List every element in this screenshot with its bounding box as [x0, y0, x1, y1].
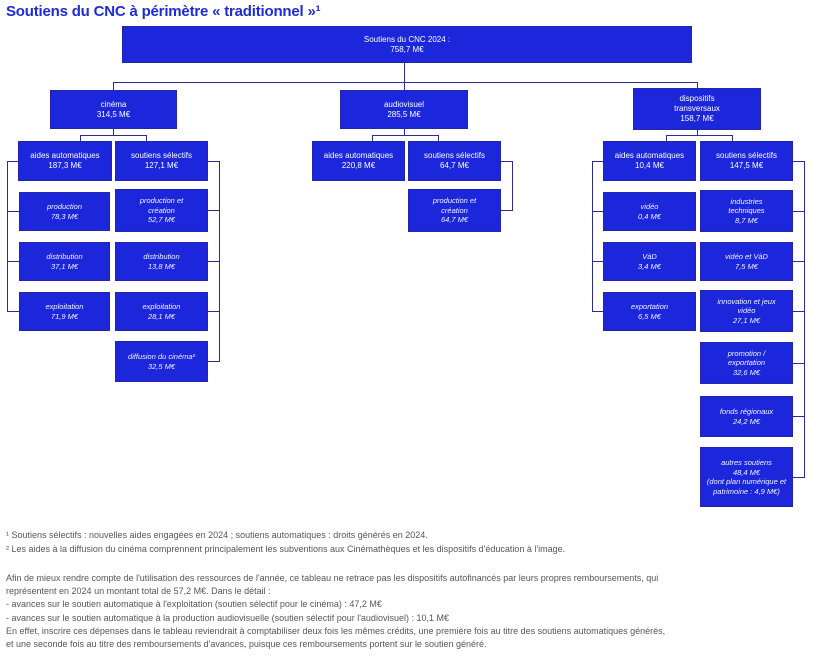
leaf-value: 0,4 M€ [638, 211, 661, 221]
connector-line [512, 161, 513, 211]
connector-line [501, 161, 513, 162]
connector-line [793, 477, 805, 478]
leaf-label: production [46, 202, 83, 211]
leaf-value: 3,4 M€ [638, 261, 661, 271]
leaf-label: innovation et jeux vidéo [717, 296, 776, 316]
footnote-1: ¹ Soutiens sélectifs : nouvelles aides engagées en 2024 ; soutiens automatiques : droits générés en 2024. [6, 530, 428, 540]
connector-line [732, 135, 733, 142]
leaf-label: autres soutiens [721, 458, 772, 467]
page-title: Soutiens du CNC à périmètre « traditionnel »¹ [6, 3, 321, 20]
leaf-label: exploitation [142, 302, 181, 311]
node-value: 147,5 M€ [729, 161, 764, 170]
leaf-transversaux-innovation [700, 290, 793, 332]
connector-line [804, 161, 805, 478]
leaf-value: 6,5 M€ [638, 311, 661, 321]
node-audiovisuel-value: 285,5 M€ [387, 109, 421, 119]
leaf-transversaux-vad [603, 242, 696, 281]
node-audiovisuel-label: audiovisuel [383, 99, 425, 109]
node-transversaux [633, 88, 761, 130]
leaf-value: 28,1 M€ [147, 311, 176, 321]
connector-line [7, 161, 8, 312]
connector-line [208, 361, 220, 362]
connector-line [793, 363, 805, 364]
leaf-cinema-production-creation [115, 189, 208, 232]
leaf-transversaux-video-vad [700, 242, 793, 281]
node-label: aides automatiques [323, 151, 394, 160]
leaf-cinema-sel-distribution [115, 242, 208, 281]
node-value: 127,1 M€ [144, 161, 179, 170]
connector-line [7, 261, 19, 262]
body-line: - avances sur le soutien automatique à l'exploitation (soutien sélectif pour le cinéma) : 47,2 M€ [6, 599, 382, 610]
leaf-value: 52,7 M€ [147, 215, 176, 225]
leaf-transversaux-video [603, 192, 696, 231]
leaf-label: distribution [46, 252, 83, 261]
node-label: aides automatiques [30, 151, 100, 160]
connector-line [592, 311, 604, 312]
leaf-value: 64,7 M€ [440, 215, 469, 225]
node-cinema-value: 314,5 M€ [96, 109, 131, 119]
leaf-value: 37,1 M€ [50, 261, 79, 271]
node-label: soutiens sélectifs [716, 151, 777, 160]
connector-line [438, 135, 439, 142]
leaf-label: distribution [143, 252, 180, 261]
footnote-2: ² Les aides à la diffusion du cinéma comprennent principalement les subventions aux Cinémathèques et les dispositifs d'éducation à l'image. [6, 543, 566, 554]
leaf-transversaux-industries [700, 190, 793, 232]
connector-line [592, 261, 604, 262]
leaf-label: exportation [630, 302, 669, 311]
node-label: soutiens sélectifs [131, 151, 192, 160]
connector-line [208, 161, 220, 162]
leaf-cinema-production [19, 192, 110, 231]
leaf-cinema-exploitation [19, 292, 110, 331]
connector-line [592, 211, 604, 212]
body-line: - avances sur le soutien automatique à la production audiovisuelle (soutien sélectif pour l'audiovisuel) : 10,1 M€ [6, 612, 449, 623]
node-value: 187,3 M€ [48, 161, 82, 170]
connector-line [793, 161, 805, 162]
node-transversaux-selectifs [700, 141, 793, 181]
connector-line [592, 161, 593, 312]
leaf-cinema-diffusion [115, 341, 208, 382]
connector-line [501, 210, 513, 211]
leaf-note: (dont plan numérique et patrimoine : 4,9 M€) [706, 477, 787, 496]
node-cinema-automatiques [18, 141, 112, 181]
leaf-audiovisuel-production-creation [408, 189, 501, 232]
leaf-label: fonds régionaux [719, 407, 774, 416]
leaf-value: 32,6 M€ [732, 367, 761, 377]
connector-line [113, 82, 698, 83]
leaf-transversaux-promotion [700, 342, 793, 384]
leaf-value: 78,3 M€ [50, 211, 79, 221]
leaf-label: vidéo et VàD [725, 252, 768, 261]
leaf-label: industries techniques [728, 196, 765, 216]
node-cinema-label: cinéma [100, 99, 127, 109]
leaf-label: VàD [642, 252, 657, 261]
node-value: 220,8 M€ [341, 161, 376, 170]
node-root-value: 758,7 M€ [390, 44, 424, 54]
connector-line [793, 416, 805, 417]
leaf-value: 48,4 M€ [732, 467, 761, 477]
connector-line [372, 135, 439, 136]
leaf-label: production et création [432, 196, 477, 215]
connector-line [793, 311, 805, 312]
node-value: 64,7 M€ [440, 161, 469, 170]
node-label: aides automatiques [614, 151, 685, 160]
connector-line [7, 161, 19, 162]
leaf-label: exploitation [45, 302, 84, 311]
connector-line [404, 63, 405, 90]
connector-line [208, 311, 220, 312]
leaf-label: diffusion du cinéma² [127, 352, 196, 361]
node-cinema [50, 90, 177, 129]
node-audiovisuel-selectifs [408, 141, 501, 181]
node-cinema-selectifs [115, 141, 208, 181]
connector-line [113, 82, 114, 91]
leaf-transversaux-autres-soutiens [700, 447, 793, 507]
connector-line [666, 135, 733, 136]
node-transversaux-automatiques [603, 141, 696, 181]
connector-line [208, 261, 220, 262]
connector-line [372, 135, 373, 142]
node-label: soutiens sélectifs [424, 151, 485, 160]
body-line: En effet, inscrire ces dépenses dans le tableau reviendrait à comptabiliser deux fois les mêmes crédits, une première fois au titre des soutiens automatiques générés, [6, 625, 666, 636]
explanatory-text [6, 572, 665, 651]
connector-line [666, 135, 667, 142]
body-line: représentent en 2024 un montant total de 57,2 M€. Dans le détail : [6, 586, 271, 597]
connector-line [7, 311, 19, 312]
leaf-value: 71,9 M€ [50, 311, 79, 321]
node-root [122, 26, 692, 63]
leaf-cinema-sel-exploitation [115, 292, 208, 331]
connector-line [146, 135, 147, 142]
connector-line [793, 261, 805, 262]
node-transversaux-label: dispositifs transversaux [674, 94, 720, 113]
body-line: et une seconde fois au titre des remboursements d'avances, puisque ces remboursements portent sur le soutien généré. [6, 639, 487, 650]
leaf-value: 13,8 M€ [147, 261, 176, 271]
connector-line [697, 82, 698, 89]
leaf-value: 32,5 M€ [147, 361, 176, 371]
leaf-label: vidéo [640, 202, 659, 211]
node-value: 10,4 M€ [635, 161, 664, 170]
node-transversaux-value: 158,7 M€ [680, 114, 714, 123]
leaf-label: production et création [139, 196, 184, 215]
footnotes [6, 529, 565, 556]
leaf-transversaux-fonds-regionaux [700, 396, 793, 437]
leaf-label: promotion / exportation [727, 348, 766, 368]
node-audiovisuel-automatiques [312, 141, 405, 181]
leaf-value: 8,7 M€ [735, 215, 758, 225]
leaf-transversaux-exportation [603, 292, 696, 331]
connector-line [80, 135, 81, 142]
connector-line [7, 211, 19, 212]
leaf-value: 24,2 M€ [732, 416, 761, 426]
connector-line [208, 210, 220, 211]
connector-line [793, 211, 805, 212]
body-line: Afin de mieux rendre compte de l'utilisation des ressources de l'année, ce tableau ne retrace pas les dispositifs autofinancés par leurs propres remboursements, qui [6, 573, 659, 583]
leaf-value: 7,5 M€ [735, 261, 758, 271]
leaf-value: 27,1 M€ [732, 315, 761, 325]
leaf-cinema-distribution [19, 242, 110, 281]
node-audiovisuel [340, 90, 468, 129]
connector-line [592, 161, 604, 162]
node-root-label: Soutiens du CNC 2024 : [363, 34, 451, 44]
connector-line [80, 135, 147, 136]
